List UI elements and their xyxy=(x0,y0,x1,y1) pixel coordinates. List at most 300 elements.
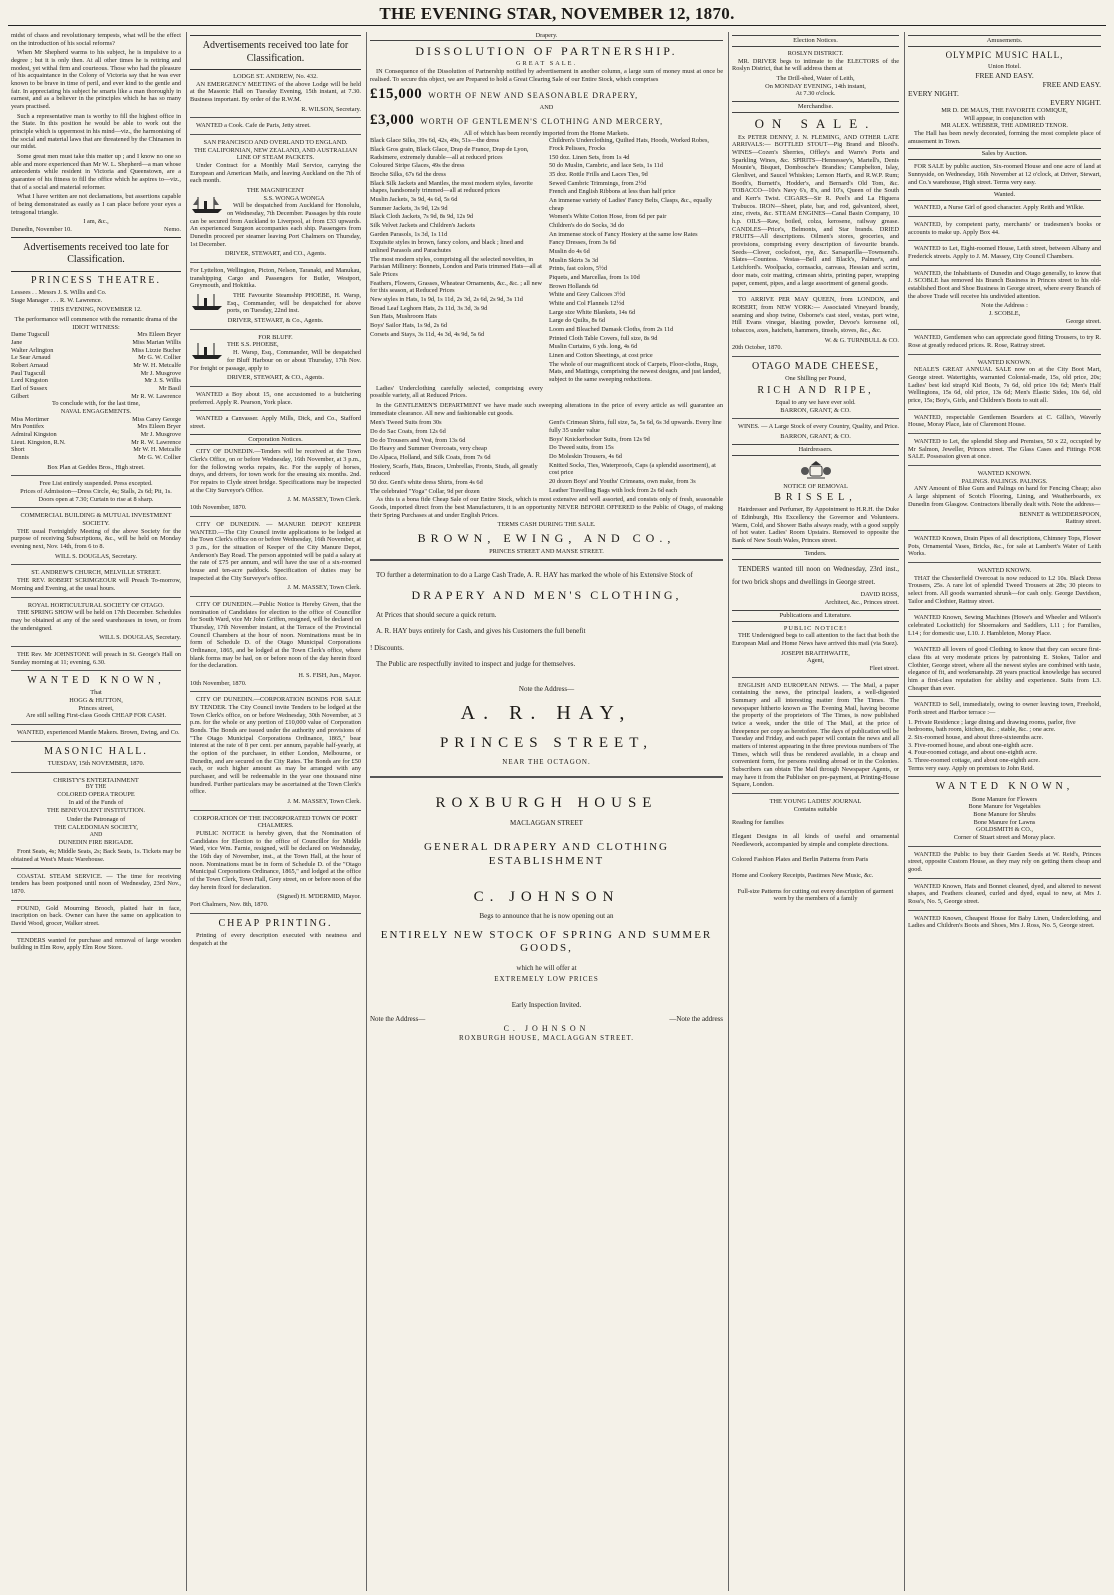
wanted-ad: WANTED to Sell, immediately, owing to owner leaving town, Freehold, Forth street and Harbor terrace :— xyxy=(908,701,1101,716)
agents: DRIVER, STEWART, & CO., Agents. xyxy=(227,374,324,382)
ad-line: Under the Patronage of xyxy=(66,816,126,824)
wanted-ad: WANTED, experienced Mantle Makers. Brown, Ewing, and Co. xyxy=(17,729,180,737)
ad-line: Contains suitable xyxy=(793,805,838,813)
price-list-item: Brown Hollands 6d xyxy=(548,282,599,290)
theatre-ad xyxy=(11,275,181,504)
section-heading: Tenders. xyxy=(732,548,899,560)
section-heading: Wanted. xyxy=(908,189,1101,201)
cast-list xyxy=(11,331,181,400)
theatre-play: NAVAL ENGAGEMENTS. xyxy=(60,408,132,416)
gents-price-list xyxy=(549,419,722,496)
ad-text: ! Discounts. xyxy=(370,643,404,652)
price-list-item: Large do Quilts, 8s 6d xyxy=(548,317,605,325)
agents: DRIVER, STEWART, and CO., Agents. xyxy=(224,250,327,258)
ad-text: TO further a determination to do a Large Cash Trade, A. R. HAY has marked the whole of his Extensive Stock of xyxy=(376,571,693,580)
masthead xyxy=(8,4,1106,26)
shipping-text: H. Warsp, Esq., Commander, Will be despatched for Bluff Harbour on or about Thursday, 17th Nov. For freight or passage, apply to xyxy=(190,349,361,372)
ad-line: Home and Cookery Receipts, Pastimes New Music, &c. xyxy=(732,872,874,879)
steamship-icon xyxy=(190,293,224,311)
society-sign: WILL S. DOUGLAS, Secretary. xyxy=(55,552,137,560)
price-list-item: Men's Tweed Suits from 30s xyxy=(370,419,442,427)
gents-lists xyxy=(370,419,723,496)
wanted-ad: WANTED, Gentlemen who can appreciate good fitting Trousers, to try R. Rose at greatly reduced prices. R. Rose, Rattray street. xyxy=(908,334,1101,350)
corporation-notice: PUBLIC NOTICE is hereby given, that the Nomination of Candidates for Election to the office of Councillor for Middle Ward, vice Wm. Farnie, resigned, will be declared on Wednesday, the 16th day of November, inst., at the Town Hall, at the hour of noon. Nominations must be in form of Schedule D. of the "Otago Municipal Corporations Ordinance, 1865," and lodged at the office of the Town Clerk, Town Hall, Grey street, on or before noon of the day herein fixed for declaration. xyxy=(190,830,361,891)
cast-row: Miss Mortimer Miss Carey George xyxy=(11,415,181,423)
merchant-address: Rattray street. xyxy=(1065,518,1101,526)
wanted-ad: ANY Amount of Blue Gum and Palings on hand for Fencing Cheap; also A large shipment of Scotch Flooring, Lining, and Weatherboards, ex Dunedin from Glasgow. Contractors liberally dealt with. Note the address— xyxy=(908,485,1101,508)
column-3 xyxy=(366,32,726,1591)
merchant-address: Corner of Stuart street and Moray place. xyxy=(953,833,1056,841)
gents-price-list xyxy=(370,419,543,496)
price-list-item: Coloured Stripe Glaces, 49s the dress xyxy=(370,162,465,170)
price-list-item: Garden Parasols, 1s 3d, 1s 11d xyxy=(370,230,448,238)
notice-date: 20th October, 1870. xyxy=(732,344,783,352)
notice-text: MR. DRIVER begs to intimate to the ELECTORS of the Roslyn District, that he will address them at xyxy=(732,57,899,73)
gents-intro: In the GENTLEMEN'S DEPARTMENT we have made such sweeping alterations in the price of every article as will guarantee an immediate clearance. All new and fashionable cut goods. xyxy=(370,402,723,417)
wanted-ad: WANTED a Canvasser. Apply Mills, Dick, and Co., Stafford street. xyxy=(190,415,361,430)
letter-place: Dunedin, November 10. xyxy=(11,226,72,234)
product-line: Bone Manure for Flowers xyxy=(971,795,1038,803)
merchant-street: PRINCES STREET, xyxy=(439,734,654,751)
ad-line: Full-size Patterns for cutting out every description of garment worn by the members of a family xyxy=(737,887,894,903)
agent-name: JOSEPH BRAITHWAITE, xyxy=(781,649,850,657)
ad-line: RICH AND RIPE, xyxy=(757,384,874,396)
product-line: Bone Manure for Lawns xyxy=(973,818,1036,826)
product-line: Bone Manure for Vegetables xyxy=(968,803,1041,811)
lodge-sign: R. WILSON, Secretary. xyxy=(301,105,361,113)
architect-name: DAVID ROSS, xyxy=(860,591,899,599)
agents: DRIVER, STEWART, & Co., Agents. xyxy=(227,317,324,325)
ad-text: The Public are respectfully invited to inspect and judge for themselves. xyxy=(376,660,576,669)
corporation-notice: CITY OF DUNEDIN. — MANURE DEPOT KEEPER WANTED.—The City Council invite applications to be lodged at the Town Clerk's office on or before Wednesday, 16th November, at 3 p.m., for the situation of Keeper of the City Manure Depot, Anderson's Bay Road. The person appointed will be paid a salary at the rate of £75 per annum, and will have the use of a six-roomed house and ten-acre paddock. Specification of duties may be inspected at the City Surveyor's office. xyxy=(190,520,361,582)
ad-line: One Shilling per Pound, xyxy=(785,375,846,383)
ad-line: Elegant Designs in all kinds of useful and ornamental Needlework, accompanied by simple and complete directions. xyxy=(732,832,899,848)
property-item: 4. Four-roomed cottage, and about one-eighth acre. xyxy=(908,749,1038,757)
shipping-text: For Lyttelton, Wellington, Picton, Nelson, Taranaki, and Manukau, transhipping Cargo and Passengers for Butler, Westport, Greymouth, and Hokitika. xyxy=(190,267,361,290)
sale-title: ON SALE. xyxy=(754,115,877,131)
price-list-item: Muslin Curtains, 6 yds. long, 4s 6d xyxy=(548,343,638,351)
corporation-notice: CITY OF DUNEDIN.—CORPORATION BONDS FOR SALE BY TENDER. The City Council invite Tenders to be lodged at the Town Clerk's office, on or before Wednesday, 30th November, at 3 p.m. for the whole or any portion of £10,000 value of Corporation Bonds. The Bonds are issued under the authority and provisions of "The Otago Municipal Corporations Ordinance, 1865," bear interest at the rate of 8 per cent. per annum, payable half-yearly, at the option of the purchaser, in either London, Melbourne, or Dunedin, and are secured on the City Rates. The Bonds are for £50 each, or such higher amount as may be arranged with any purchaser, and will be redeemable in the year one thousand nine hundred. Further particulars may be ascertained at the Town Clerk's office. xyxy=(190,696,361,796)
ad-line: Reading for families xyxy=(732,819,784,827)
sale-intro: IN Consequence of the Dissolution of Partnership notified by advertisement in another column, a large sum of money must at once be realised. To secure this object, we are Prepared to hold a Great Clearing Sale of our Entire Stock, which comprises xyxy=(370,67,723,83)
letter-paragraph: Such a representative man is worthy to fill the highest office in the State. In this position he would be able to work out the principle which is uppermost in his mind—viz., the harmonising of the social and material laws that are threatened by the Chinamen in our midst. xyxy=(11,112,181,151)
ad-text: A. R. HAY buys entirely for Cash, and gives his Customers the full benefit xyxy=(376,627,586,636)
merchant-name: BENNET & WEDDERSPOON, xyxy=(1019,510,1101,518)
ad-line: In aid of the Funds of xyxy=(68,799,124,807)
cast-row: Paul Tugscull Mr J. Musgrove xyxy=(11,369,181,377)
ad-line: EXTREMELY LOW PRICES xyxy=(494,975,599,984)
letter-paragraph: What I have written are not declamations, but assertions capable of being demonstrated as easily as I can place before your eyes a tetragonal triangle. xyxy=(11,193,181,216)
notice-title: NOTICE OF REMOVAL xyxy=(783,482,848,490)
ad-line: EVERY NIGHT. xyxy=(1050,97,1101,107)
wanted-ad: WANTED to Let, Eight-roomed House, Leith street, between Albany and Frederick streets. Apply to J. M. Massey, City Council Chambers. xyxy=(908,245,1101,261)
price-list-item: The whole of our magnificent stock of Carpets, Floor-cloths, Rugs, Mats, and Mattings, comprising the newest designs, and just landed, subject to the same sweeping reductions. xyxy=(548,360,721,384)
news-ad: ENGLISH AND EUROPEAN NEWS. — The Mail, a paper containing the news, the principal leaders, a well-digested Summary and all interesting matter from The Times. The newspaper hitherto known as The Evening Mail, having become the property of the proprietors of The Times, is now published twice a week, under the title of The Mail, at the price of threepence per copy as heretofore. The days of publication will be Tuesday and Friday, and each paper will contain the news and all matters of interest appearing in the three previous numbers of The Times, which will thus be rendered available, in a cheap and convenient form, for persons residing abroad or in the Colonies. Subscribers can obtain The Mail through Newspaper Agents, or may have it from the Publisher on pre-payment, at Printing-House Square, London. xyxy=(732,681,899,789)
shipping-text: Under Contract for a Monthly Mail Service, carrying the European and American Mails, and leaving Auckland on the 7th of each month. xyxy=(190,162,361,185)
column-5 xyxy=(904,32,1104,1591)
notice-text: THE Undersigned begs to call attention to the fact that both the European Mail and Home News have arrived this mail (via Suez). xyxy=(732,632,899,647)
merchant-name: W. & G. TURNBULL & CO. xyxy=(824,336,899,344)
price-list-item: An immense stock of Fancy Hosiery at the same low Rates xyxy=(548,230,698,238)
price-list-item: 20 dozen Boys' and Youths' Crimeans, own make, from 3s xyxy=(548,478,696,486)
lodge-text: AN EMERGENCY MEETING of the above Lodge will be held at the Masonic Hall on Tuesday Evening, 15th instant, at 7.30. Business important. By order of the R.W.M. xyxy=(190,80,361,104)
price-list-item: 50 doz. Gent's white dress Shirts, from 4s 6d xyxy=(370,479,483,487)
price-list-item: Do Heavy and Summer Overcoats, very cheap xyxy=(370,445,487,453)
ship-heading: THE MAGNIFICENT xyxy=(246,187,305,195)
merchant-name: A. R. HAY, xyxy=(460,702,633,725)
property-item: 5. Three-roomed cottage, and about one-eighth acre. xyxy=(908,756,1040,764)
price-list-item: White and Col Flannels 12½d xyxy=(548,300,625,308)
cast-row: Jane Miss Marian Willis xyxy=(11,339,181,347)
ad-line: MR ALEX. WEBBER, THE ADMIRED TENOR. xyxy=(941,122,1068,130)
section-heading: Amusements. xyxy=(908,35,1101,47)
masonic-date: TUESDAY, 15th NOVEMBER, 1870. xyxy=(47,759,145,767)
lodge-title: LODGE ST. ANDREW, No. 432. xyxy=(233,73,318,80)
notice-text: Hairdresser and Perfumer, By Appointment to H.R.H. the Duke of Edinburgh, His Excellency the Governor and Volunteers. Warm, Cold, and Shower Baths always ready, with a good supply of hot water. Ladies' Room Upstairs. Removed to opposite the Bank of New South Wales, Princes street. xyxy=(732,506,899,545)
price-list-item: Children's Underclothing, Quilted Hats, Hoods, Worked Robes, Frock Pelisses, Frocks xyxy=(548,137,709,152)
column-2 xyxy=(186,32,364,1591)
price-list-item: 50 do Muslin, Cambric, and lace Sets, 1s 11d xyxy=(548,162,663,170)
found-notice: FOUND, Gold Mourning Brooch, plaited hair in face, inscription on back. Owner can have the same on application to David Wood, grocer, Walker street. xyxy=(11,904,181,928)
corporation-notice: CITY OF DUNEDIN.—Public Notice is Hereby Given, that the nomination of Candidates for election to the office of Councillor for South Ward, vice Mr John Griffen, resigned, will be declared on Thursday, 17th November instant, at the Terrace of the Provincial Council Chambers at the hour of noon. Nominations must be in form of Schedule D. of the Otago Municipal Corporations Ordinance, 1865, and be lodged at the Town Clerk's office, where blank forms may be had, on or before noon of the day herein fixed for the declaration. xyxy=(190,600,361,670)
notice-title: PUBLIC NOTICE! xyxy=(783,624,848,632)
price-list-item: Muslin Skirts 3s 3d xyxy=(548,256,599,264)
royal-arms-emblem xyxy=(799,459,833,481)
notice-sign: H. S. FISH, Jun., Mayor. xyxy=(298,671,361,679)
cast-row: Lieut. Kingston, R.N. Mr R. W. Lawrence xyxy=(11,438,181,446)
ad-line: Union Hotel. xyxy=(988,62,1021,70)
notice-title: ROSLYN DISTRICT. xyxy=(787,49,844,57)
notice-sign: (Signed) H. M'DERMID, Mayor. xyxy=(277,893,361,901)
cast-row: Walter Arlington Miss Lizzie Bucher xyxy=(11,346,181,354)
architect-role: Architect, &c., Princes street. xyxy=(824,598,899,606)
cast-row: Dame Tugscull Mrs Eileen Bryer xyxy=(11,331,181,339)
corporation-notice: CITY OF DUNEDIN.—Tenders will be received at the Town Clerk's Office, on or before Wednesday, 16th November, at 3 p.m., for the following works repairs, &c. For the supply of horses, drays, and drivers, for town work for the ensuing six months. 2nd. For repairs to Clyde street bridge. Specifications may be inspected at the City Surveyor's Office. xyxy=(190,448,361,494)
property-item: 2. Six-roomed house, and about three-sixteenths acre. xyxy=(908,733,1044,741)
merchant-name: GOLDSMITH & CO., xyxy=(975,826,1034,834)
agent-address: Fleet street. xyxy=(869,664,899,672)
wanted-ad: WANTED a Cook. Cafe de Paris, Jetty street. xyxy=(196,122,311,130)
price-list-item: Black Silk Jackets and Mantles, the most modern styles, favorite shapes, handsomely trimmed—all at reduced prices xyxy=(370,179,533,195)
theatre-free: Free List entirely suspended. Press excepted. xyxy=(39,480,153,488)
notice-date: 10th November, 1870. xyxy=(190,504,247,512)
cast-row: Short Mr W. H. Metcalfe xyxy=(11,446,181,454)
price-list-item: Silk Velvet Jackets and Children's Jackets xyxy=(370,221,476,229)
society-title: COMMERCIAL BUILDING & MUTUAL INVESTMENT SOCIETY. xyxy=(20,512,172,528)
ad-line: FREE AND EASY. xyxy=(975,70,1034,80)
price-list-item: French and English Ribbons at less than half price xyxy=(548,188,676,196)
property-item: 1. Private Residence ; large dining and drawing rooms, parlor, five bedrooms, bath room, kitchen, &c. ; stable, &c. ; one acre. xyxy=(908,718,1076,734)
music-hall-title: OLYMPIC MUSIC HALL, xyxy=(945,49,1064,60)
wanted-ad: THAT the Chesterfield Overcoat is now reduced to L2 10s. Black Dress Trousers, 25s. A rare lot of splendid Tweed Trousers at 28s; 30 pieces to select from. All goods warranted shrunk—for cash only. George Davidson, Tailor and Clothier, Rattray street. xyxy=(908,574,1101,605)
wanted-ad: WANTED Known, Cheapest House for Baby Linen, Underclothing, and Ladies and Children's Boots and Shoes, Mrs J. Ross, No. 5, George street. xyxy=(908,914,1101,930)
ad-line: AND xyxy=(539,103,554,111)
cast-row: Earl of Sussex Mr Basil xyxy=(11,385,181,393)
cast-list xyxy=(11,416,181,462)
ad-text: At Prices that should secure a quick return. xyxy=(376,610,497,619)
ad-line: Early Inspection Invited. xyxy=(511,1000,582,1009)
price-list-item: Broche Silks, 67s 6d the dress xyxy=(370,170,446,178)
newspaper-title: THE EVENING STAR, NOVEMBER 12, 1870. xyxy=(379,4,735,23)
theatre-title: PRINCESS THEATRE. xyxy=(31,274,161,286)
section-heading: Election Notices. xyxy=(732,35,899,47)
tenders-notice: TENDERS wanted for purchase and removal of large wooden building in Elm Row, apply Elm Row Store. xyxy=(11,936,181,952)
society-text: THE usual Fortnightly Meeting of the above Society for the purpose of receiving Subscriptions, &c., will be held on Monday evening next, Nov. 14th, from 6 to 8. xyxy=(11,527,181,551)
price-list-item: New styles in Hats, 1s 9d, 1s 11d, 2s 3d, 2s 6d, 2s 9d, 3s 11d xyxy=(370,296,523,304)
household-price-list xyxy=(549,137,722,384)
wanted-ad: WANTED to Let, the splendid Shop and Premises, 50 x 22, occupied by Mr Salmon, Jeweller, Princes street. The Glass Cases and Fittings FOR SALE. Possession given at once. xyxy=(908,438,1101,461)
merchant-name: HOGG & HUTTON, xyxy=(69,697,123,705)
price-list-item: Piquets, and Marcellas, from 1s 10d xyxy=(548,274,640,281)
theatre-manager: Stage Manager . . . R. W. Lawrence. xyxy=(11,296,103,304)
theatre-date: THIS EVENING, NOVEMBER 12. xyxy=(50,306,142,314)
cast-row: Robert Arnaud Mr W. H. Metcalfe xyxy=(11,362,181,370)
theatre-doors: Doors open at 7.30; Curtain to rise at 8 sharp. xyxy=(38,495,154,503)
price-list-item: Do Tweed suits, from 15s xyxy=(548,444,614,452)
wanted-ad: NEALE'S GREAT ANNUAL SALE now on at the City Boot Mart, George street. Watertights, warranted Colonial-made, 15s, old price, 20s; Ladies' best kid strap'd Kid Boots, 7s 6d, old price 10s 6d; Men's Half Wellingtons, 15s 6d, old price, 13s 6d; Men's Elastic Sides, 10s 6d, old price, 15s; Boy's, Girls, and Children's Boots to suit all. xyxy=(908,366,1101,405)
ship-name: THE S.S. PHOEBE, xyxy=(227,341,279,349)
ad-line: Note the Address : xyxy=(981,302,1028,310)
notice-date: 10th November, 1870. xyxy=(190,679,247,687)
cast-row: Lord Kingston Mr J. S. Willis xyxy=(11,377,181,385)
price-list-item: Sewed Cambric Trimmings, from 2½d xyxy=(548,179,647,187)
wanted-known-heading: WANTED KNOWN. xyxy=(977,470,1032,478)
shipping-title: SAN FRANCISCO AND OVERLAND TO ENGLAND. xyxy=(203,139,348,147)
letter-paragraph: midst of chaos and revolutionary tempests, what will be the effect on the introduction of his social reforms? xyxy=(11,32,181,47)
price-list-item: Black Cloth Jackets, 7s 9d, 8s 9d, 12s 9d xyxy=(370,213,474,221)
section-heading: Drapery. xyxy=(370,32,723,41)
ad-line: At 7.30 o'clock. xyxy=(795,90,836,98)
wanted-known-heading: WANTED KNOWN. xyxy=(977,358,1032,366)
letter-paragraph: When Mr Shepherd warms to his subject, he is impulsive to a degree ; but it is only then. At all other times he is retiring and modest, yet withal firm and courteous. Those who had the pleasure of his acquaintance in the Colony of Victoria say that he was ever known to be brave in time of peril, and ever kind to the gentle and fair. In appreciating his subject he smarts like a man thoroughly in earnest, and as a believer in the principles which he has so many years practised. xyxy=(11,49,181,111)
ad-line: Equal to any we have ever sold. xyxy=(775,398,856,406)
ad-line: Note the Address— xyxy=(370,1015,426,1024)
column-4 xyxy=(728,32,902,1591)
wanted-ad: WANTED all lovers of good Clothing to know that they can secure first-class fits at very moderate prices by patronising E. Stokes, Tailor and Clothier, George street, where all the newest styles are combined with taste, elegance of fit, and workmanship. 28 years practical knowledge has secured him a first-class reputation for ability and experience. Suits from L3. Cheaper than ever. xyxy=(908,646,1101,692)
wanted-ad: WANTED, the Inhabitants of Dunedin and Otago generally, to know that J. SCOBLE has removed his Branch Business in Princes street to his old-established Boot and Shoe Business in George street, where every Branch of the above Trade will receive his undivided attention. xyxy=(908,269,1101,300)
ad-line: BY THE xyxy=(85,784,107,791)
ad-line: Begs to announce that he is now opening out an xyxy=(479,912,614,921)
ad-line: That xyxy=(90,689,102,697)
price-list-item: Broad Leaf Leghorn Hats, 2s 11d, 3s 3d, 3s 9d xyxy=(370,304,488,312)
shop-title: ROXBURGH HOUSE xyxy=(435,795,658,812)
merchant-address: ROXBURGH HOUSE, MACLAGGAN STREET. xyxy=(458,1033,634,1042)
price-list-item: 150 doz. Linen Sets, from 1s 4d xyxy=(548,153,630,161)
price-list-item: Do do Sac Coats, from 12s 6d xyxy=(370,428,446,436)
ship-name: S.S. WONGA WONGA xyxy=(263,194,325,202)
price-list-item: Leather Travelling Bags with lock from 2s 6d each xyxy=(548,486,677,494)
horticultural-text: THE SPRING SHOW will be held on 17th December. Schedules may be obtained at any of the seed warehouses in town, or from the undersigned. xyxy=(11,609,181,632)
wanted-known-heading: WANTED KNOWN, xyxy=(27,675,165,687)
ad-line: Colored Fashion Plates and Berlin Patterns from Paris xyxy=(732,856,869,864)
cast-row: Dennis Mr G. W. Collier xyxy=(11,454,181,462)
letter-author: Nemo. xyxy=(164,226,181,234)
notice-sign: J. M. MASSEY, Town Clerk. xyxy=(287,798,361,805)
wanted-ad: WANTED Known, Sewing Machines (Howe's and Wheeler and Wilson's celebrated Lockstitch) for Shoemakers and Saddlers, L11 ; for Families, L14 ; for domestic use, L10. J. Hambleton, Moray Place. xyxy=(908,614,1101,637)
wanted-ad: WANTED the Public to buy their Garden Seeds at W. Reid's, Princes street, opposite Custom House, as they may rely on getting them cheap and good. xyxy=(908,850,1101,873)
ad-line: THE CALEDONIAN SOCIETY, xyxy=(53,824,138,832)
tenders-text: TENDERS wanted till noon on Wednesday, 23rd inst., for two brick shops and dwellings in George street. xyxy=(732,564,899,586)
merchant-address: George street. xyxy=(1065,317,1101,325)
price-list-item: Prints, fast colors, 5½d xyxy=(548,265,608,273)
price-list-item: Large size White Blankets, 14s 6d xyxy=(548,308,636,316)
section-heading: Publications and Literature. xyxy=(732,610,899,622)
merchant-name: J. SCOBLE, xyxy=(988,310,1021,318)
ad-text: As this is a bona fide Cheap Sale of our Entire Stock, which is most extensive and well assorted, and consists only of fresh, seasonable Goods, imported direct from the best Manufacturers, it is an opportunity NEVER BEFORE OFFERED to the Public of Otago, of making their Spring Purchases at and under English Prices. xyxy=(370,496,723,519)
price-list-item: Loom and Bleached Damask Cloths, from 2s 11d xyxy=(548,326,674,334)
merchant-name: C. JOHNSON xyxy=(473,889,620,906)
ad-line: All of which has been recently imported from the Home Markets. xyxy=(463,129,630,137)
letter-signoff: I am, &c., xyxy=(83,218,109,226)
cast-row: Le Sear Arnaud Mr G. W. Collier xyxy=(11,354,181,362)
price-list-item: Boys' Sailor Hats, 1s 9d, 2s 6d xyxy=(370,322,448,330)
printing-text: Printing of every description executed with neatness and despatch at the xyxy=(190,931,361,947)
cast-row: Gilbert Mr R. W. Lawrence xyxy=(11,392,181,400)
merchant-name: BRISSEL, xyxy=(774,492,857,504)
merchant-name: BROWN, EWING, AND CO., xyxy=(417,531,676,546)
price-list-item: An immense variety of Ladies' Fancy Belts, Clasps, &c., equally cheap xyxy=(548,196,712,212)
merchant-name: BARRON, GRANT, & CO. xyxy=(780,406,851,414)
ad-line: EVERY NIGHT. xyxy=(908,88,959,98)
merchant-address: PRINCES STREET AND MANSE STREET. xyxy=(489,547,604,555)
notice-sign: J. M. MASSEY, Town Clerk. xyxy=(287,496,361,504)
price-list-item: Linen and Cotton Sheetings, at cost price xyxy=(548,352,653,360)
ad-line: Terms very easy. Apply on premises to John Reid. xyxy=(908,764,1035,772)
ad-line: —Note the address xyxy=(669,1015,723,1024)
wanted-known-heading: WANTED KNOWN, xyxy=(935,781,1074,793)
price-list-item: The celebrated "Yoga" Collar, 9d per dozen xyxy=(370,487,480,495)
terms: TERMS CASH DURING THE SALE. xyxy=(497,521,596,529)
ad-text: The Hall has been newly decorated, forming the most complete place of amusement in Town. xyxy=(908,130,1101,145)
cast-row: Mrs Pontifex Mrs Eileen Bryer xyxy=(11,423,181,431)
merchant-address: NEAR THE OCTAGON. xyxy=(502,757,591,766)
price-list-item: Black Gros grain, Black Glace, Drap de France, Drap de Lyon, Radsimere, extremely durable—all at reduced prices xyxy=(370,145,529,161)
theatre-lessees: Lessees . . Messrs J. S. Willis and Co. xyxy=(11,288,107,296)
amount-text: WORTH OF GENTLEMEN'S CLOTHING AND MERCERY, xyxy=(420,117,664,127)
amount: £3,000 xyxy=(370,112,415,129)
wanted-known-heading: WANTED KNOWN. xyxy=(977,566,1032,574)
price-list-item: Do Moleskin Trousers, 4s 6d xyxy=(548,453,622,461)
ad-line: MR D. DE MAUS, THE FAVORITE COMIQUE, xyxy=(941,107,1068,115)
section-heading: Corporation Notices. xyxy=(190,434,361,446)
steamship-icon xyxy=(190,342,224,360)
price-list-item: Boys' Knickerbocker Suits, from 12s 9d xyxy=(548,435,650,443)
price-list-item: Corsets and Stays, 3s 11d, 4s 3d, 4s 9d, 5s 6d xyxy=(370,330,485,338)
section-heading: Merchandise. xyxy=(732,101,899,113)
preaching-notice: THE Rev. Mr JOHNSTONE will preach in St. George's Hall on Sunday morning at 11; evening, 6.30. xyxy=(11,650,181,666)
sale-lists xyxy=(370,137,723,384)
dissolution-title: DISSOLUTION OF PARTNERSHIP. xyxy=(415,43,678,58)
church-title: ST. ANDREW'S CHURCH, MELVILLE STREET. xyxy=(31,569,161,577)
theatre-intro: The performance will commence with the romantic drama of the xyxy=(14,316,178,323)
wanted-ad: WANTED, respectable Gentlemen Boarders at C. Gillis's, Waverly House, Moray Place, late of Claremont House. xyxy=(908,413,1101,429)
theatre-box: Box Plan at Geddes Bros., High street. xyxy=(47,463,145,471)
price-list-item: Women's White Cotton Hose, from 6d per pair xyxy=(548,213,667,221)
amount-text: WORTH OF NEW AND SEASONABLE DRAPERY, xyxy=(428,91,639,101)
section-heading: Hairdressers. xyxy=(732,444,899,456)
price-list-item: Hosiery, Scarfs, Hats, Braces, Umbrellas, Fronts, Studs, all greatly reduced xyxy=(370,462,538,478)
notice-date: Port Chalmers, Nov. 8th, 1870. xyxy=(190,901,269,909)
arrivals-list: TO ARRIVE PER MAY QUEEN, from LONDON, and ROBERT, from NEW YORK:— Associated Vineyard brandy, seaming and shop twine, Osborne's cast steel, vestas, port wine, Hill Evans vinegar, blasting powder, Devoe's kerosene oil, tobaccos, axes, hatchets, hammers, tinsels, stoves, &c., &c. xyxy=(732,296,899,334)
ad-line: Princes street, xyxy=(78,704,114,712)
merchandise-list: Ex PETER DENNY, J. N. FLEMING, AND OTHER LATE ARRIVALS:— BOTTLED STOUT—Pig Brand and Blood's. WINES—Cozen's Sherries, Offley's and Warre's Ports and Sparkling Wines, &c. SPIRITS—Hennessey's, Martell's, Denis Mounie's, Bisquet, Dombosche's Brandies; Campbelton, Islay, Glenlivet, and Saucel Whiskies; Lemon Hart's, and R.W.P. Rum; Booth's, Burnett's, Hodder's, and Bernard's Old Tom, &c. TOBACCO—10s's Navy 6's, 8's, and 10's, Queen of the South and Kerr's Twist. CIGARS—Sir R. Peel's and La Higuera Trabucos. IRON—Sheet, plate, bar, and rod, galvanized, sheet, zinc, rivets, &c. STEAM ENGINES—Canal Basin Company, 10 h.p. OILS—Raw, boiled, colza, kerosene, railway grease. CANDLES—Price's, Belmonts, and Star brands. DRIED FRUITS—All descriptions. Oilmen's stores, groceries, and provisions, comprising every description of favourite brands. Seeds—Clover, cocksfoot, rye, &c. Sarsaparilla—Townsend's. Slates—Countess. Vestas—Bell and Black's, Palmer's, and Letchford's. Woolpacks, cornsacks, canvass, Hessian and scrim, door mats, coir matting, crimean shirts, printing paper, wrapping paper, cement, pipes, and a large assortment of general goods. xyxy=(732,133,899,287)
ad-text: Front Seats, 4s; Middle Seats, 2s; Back Seats, 1s. Tickets may be obtained at West's Music Warehouse. xyxy=(11,848,181,864)
notice-sign: J. M. MASSEY, Town Clerk. xyxy=(287,584,361,592)
entertainment-title: CHRISTY'S ENTERTAINMENT xyxy=(53,776,139,784)
wanted-ad: WANTED, a Nurse Girl of good character. Apply Reith and Wilkie. xyxy=(914,204,1085,212)
wanted-ad: WANTED, by competent party, merchants' or tradesmen's books or accounts to make up. Apply Box 44. xyxy=(908,221,1101,236)
shipping-text: Will be despatched from Auckland for Honolulu, on Wednesday, 7th December. Passages by this route can be secured from Auckland to Liverpool, at from £33 upwards. An experienced Surgeon accompanies each ship. Passengers from Dunedin proceed per steamer leaving Port Chalmers on Thursday, 1st December. xyxy=(190,202,361,248)
coastal-notice: COASTAL STEAM SERVICE. — The time for receiving tenders has been postponed until noon of Wednesday, 23rd Nov., 1870. xyxy=(11,872,181,896)
price-list-item: 35 doz. Rottle Frills and Laces Ties, 9d xyxy=(548,170,648,178)
theatre-after: To conclude with, for the last time, xyxy=(51,400,141,408)
merchant-name: C. JOHNSON xyxy=(503,1023,590,1033)
auction-ad: FOR SALE by public auction, Six-roomed House and one acre of land at Sunnyside, on Wednesday, 16th November at 12 o'clock, at Driver, Stewart, and Co.'s warehouse, High street. Terms very easy. xyxy=(908,163,1101,186)
product-line: Bone Manure for Shrubs xyxy=(973,810,1036,818)
ad-line: COLORED OPERA TROUPE xyxy=(57,791,135,799)
letter-paragraph: Some great men must take this matter up ; and I know no one so able and more experienced than Mr W. L. Shepherd—a man whose antecedents while resident in Victoria and Queenstown, are a guarantee of his fitness to fill the office which he aspires to—viz., that of a social and material reformer. xyxy=(11,153,181,191)
late-ads-heading: Advertisements received too late for Classification. xyxy=(11,237,181,272)
price-list-item: Muslin Jackets, 3s 9d, 4s 6d, 5s 6d xyxy=(370,195,458,203)
cast-row: Admiral Kingston Mr J. Musgrove xyxy=(11,431,181,439)
ladies-price-list xyxy=(370,137,543,384)
price-list-item: Gent's Crimean Shirts, full size, 5s, 5s 6d, 6s 3d upwards. Every line fully 35 under value xyxy=(548,419,722,435)
column-1 xyxy=(8,32,184,1591)
ad-line: DUNEDIN FIRE BRIGADE. xyxy=(58,838,134,846)
property-item: 3. Five-roomed house, and about one-eighth acre. xyxy=(908,741,1034,749)
ad-line: FREE AND EASY. xyxy=(1042,79,1101,89)
agent-role: Agent, xyxy=(807,657,824,665)
ad-line: Note the Address— xyxy=(518,684,575,693)
theatre-play: IDIOT WITNESS: xyxy=(72,323,120,331)
sale-title: GREAT SALE. xyxy=(515,60,578,68)
price-list-item: Children's do do Socks, 3d do xyxy=(548,221,625,229)
price-list-item: Feathers, Flowers, Grasses, Wheatear Ornaments, &c., &c. ; all new for this season, at Reduced Prices xyxy=(370,279,542,295)
horticultural-title: ROYAL HORTICULTURAL SOCIETY OF OTAGO. xyxy=(27,601,165,609)
wanted-ad: WANTED Known, Drain Pipes of all descriptions, Chimney Tops, Flower Pots, Ornamental Vases, Bricks, &c., for sale at Lambert's Water of Leith Works. xyxy=(908,534,1101,558)
late-ads-heading: Advertisements received too late for Classification. xyxy=(190,35,361,70)
stock-title: ENTIRELY NEW STOCK OF SPRING AND SUMMER GOODS, xyxy=(380,928,713,955)
wanted-ad: WANTED a Boy about 15, one accustomed to a butchering preferred. Apply R. Pearson, York place. xyxy=(190,390,361,406)
theatre-prices: Prices of Admission—Dress Circle, 4s; Stalls, 2s 6d; Pit, 1s. xyxy=(20,488,172,496)
wanted-ad: WANTED Known, Hats and Bonnet cleaned, dyed, and altered to newest shapes, and Feathers cleaned, curled and dyed, equal to new, at Mrs J. Ross's, No. 5, George street. xyxy=(908,882,1101,905)
ad-line: THE BENEVOLENT INSTITUTION. xyxy=(47,806,145,814)
shipping-text: THE Favourite Steamship PHOEBE, H. Warsp, Esq., Commander, will be despatched for above ports, on Tuesday, 22nd inst. xyxy=(227,292,361,315)
price-list-item: Summer Jackets, 3s 9d, 12s 9d xyxy=(370,204,448,212)
price-list-item: Do do Trousers and Vest, from 13s 6d xyxy=(370,436,466,444)
ad-line: The Drill-shed, Water of Leith, xyxy=(776,74,855,82)
shop-tagline: GENERAL DRAPERY AND CLOTHING ESTABLISHMENT xyxy=(424,841,669,867)
printing-title: CHEAP PRINTING. xyxy=(218,917,333,929)
price-list-item: Knitted Socks, Ties, Waterproofs, Caps (a splendid assortment), at cost price xyxy=(548,461,716,477)
price-list-item: Printed Cloth Table Covers, full size, 8s 9d xyxy=(548,334,658,342)
horticultural-sign: WILL S. DOUGLAS, Secretary. xyxy=(99,634,181,642)
price-list-item: Sun Hats, Mushroom Hats xyxy=(370,313,437,321)
journal-title: THE YOUNG LADIES' JOURNAL xyxy=(769,797,862,805)
ad-line: Will appear, in conjunction with xyxy=(963,114,1046,122)
amount: £15,000 xyxy=(370,86,423,103)
ship-heading: FOR BLUFF. xyxy=(258,333,293,341)
church-text: THE REV. ROBERT SCRIMGEOUR will Preach To-morrow, Morning and Evening, at the usual hours. xyxy=(11,577,181,592)
masonic-title: MASONIC HALL. xyxy=(44,745,148,757)
price-list-item: The most modern styles, comprising all the selected novelties, in Parisian Millinery: Bonnets, London and Paris trimmed Hats—all at Sale Prices xyxy=(370,255,542,278)
ad-text: Ladies' Underclothing carefully selected, comprising every possible variety, all at Reduced Prices. xyxy=(370,384,543,400)
goods-title: DRAPERY AND MEN'S CLOTHING, xyxy=(411,587,682,602)
ad-line: On MONDAY EVENING, 14th instant, xyxy=(765,82,866,90)
price-list-item: Exquisite styles in brown, fancy colors, and black ; lined and unlined Parasols and Parachutes xyxy=(370,239,524,254)
ad-line: which he will offer at xyxy=(516,963,577,972)
ad-line: Are still selling First-class Goods CHEAP FOR CASH. xyxy=(25,712,167,720)
